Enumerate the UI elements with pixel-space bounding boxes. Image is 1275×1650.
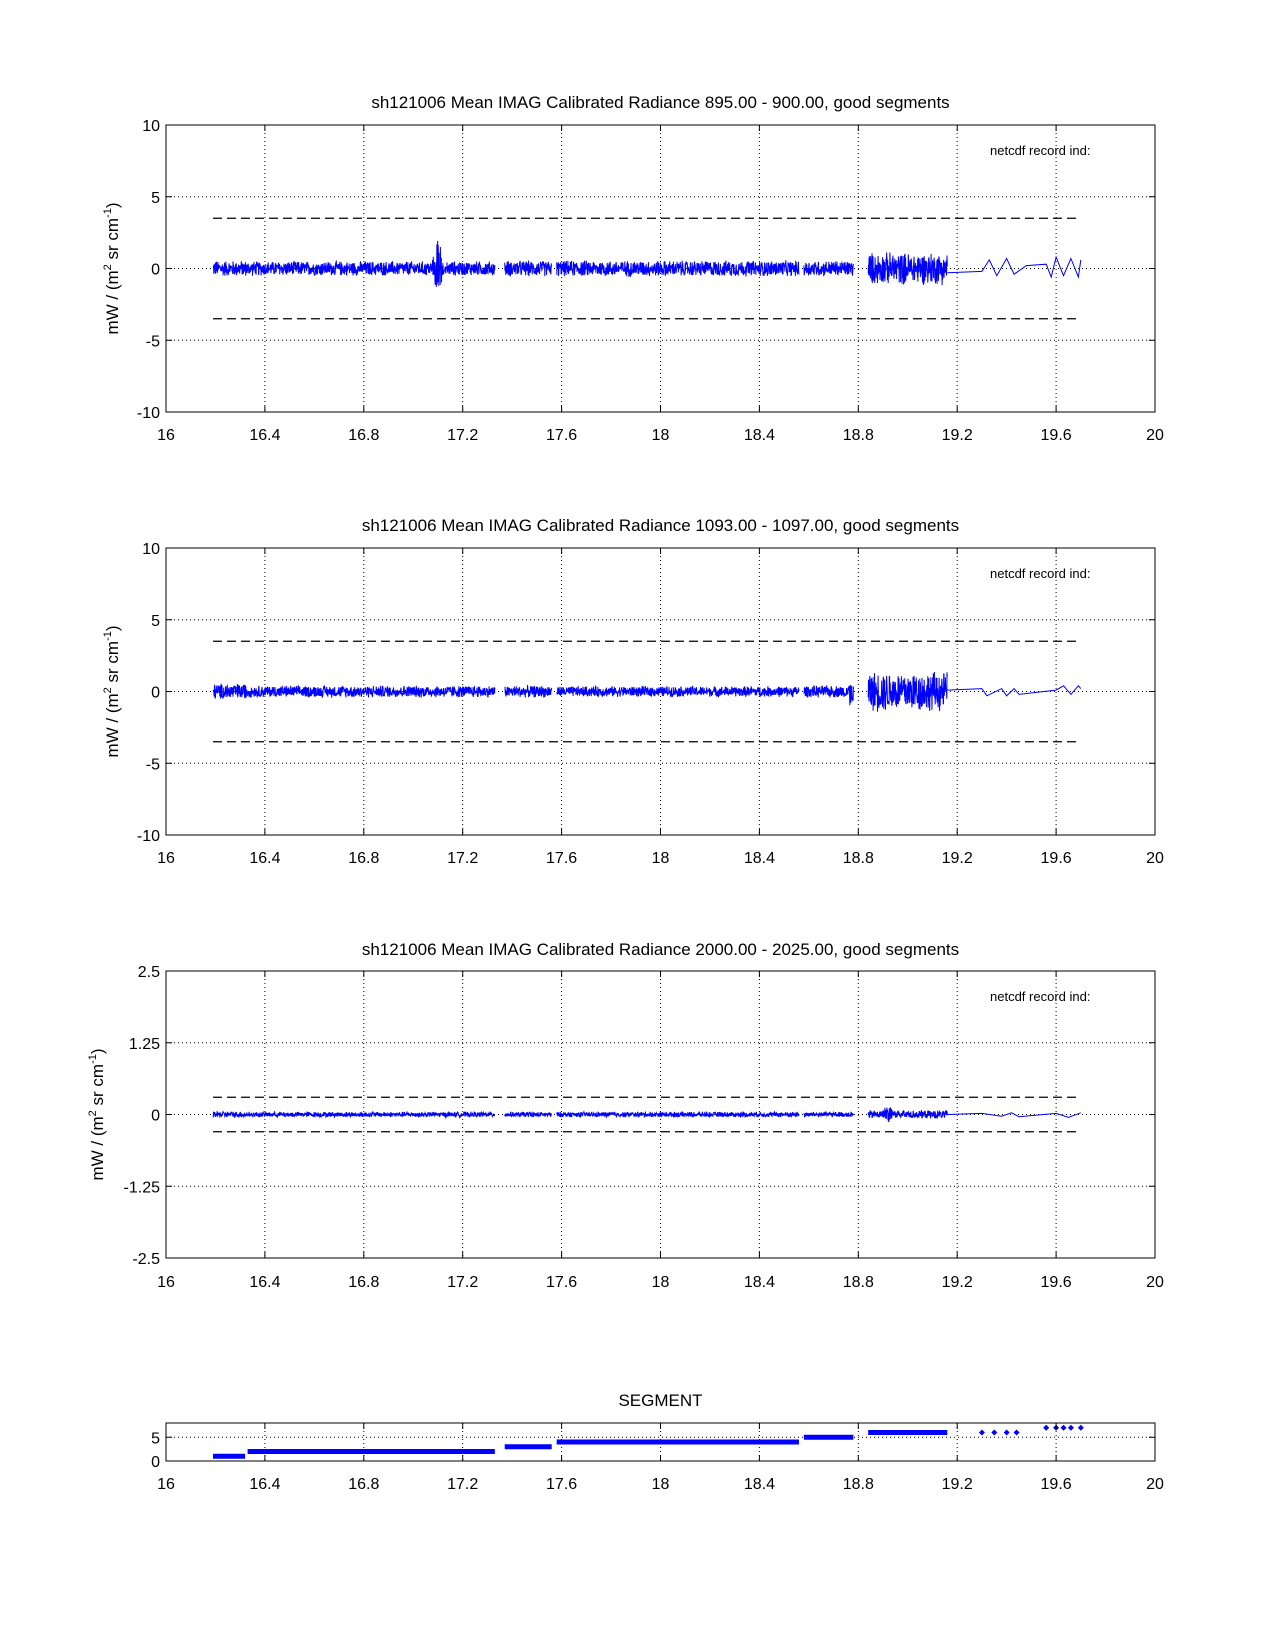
x-tick-label: 19.2 (941, 1476, 973, 1493)
segment-point (1078, 1425, 1084, 1431)
x-tick-label: 16.8 (348, 1274, 380, 1291)
radiance-segment-trace (804, 685, 854, 705)
x-tick-label: 16.8 (348, 850, 380, 867)
y-tick-label: 5 (151, 1430, 160, 1448)
y-tick-label: -1.25 (123, 1179, 160, 1197)
x-tick-label: 18.4 (743, 1274, 775, 1291)
radiance-plot-895-900 (102, 93, 1164, 444)
y-tick-label: 10 (142, 118, 160, 135)
y-axis-label: mW / ($m^2$ sr $cm^{-1}$) (102, 625, 122, 758)
x-tick-label: 18.8 (842, 427, 874, 444)
x-tick-label: 16.4 (249, 850, 281, 867)
x-tick-label: 16 (157, 427, 175, 444)
y-tick-label: 0 (151, 1454, 160, 1471)
x-tick-label: 19.6 (1040, 1274, 1072, 1291)
segment-plot (151, 1391, 1164, 1493)
plot-title: sh121006 Mean IMAG Calibrated Radiance 1093.00 - 1097.00, good segments (361, 516, 960, 535)
y-tick-label: 1.25 (128, 1035, 160, 1053)
radiance-sparse-trace (947, 1113, 1081, 1118)
x-tick-label: 17.6 (546, 850, 578, 867)
x-tick-label: 18 (651, 427, 670, 444)
y-tick-label: 10 (142, 541, 160, 558)
x-tick-label: 17.6 (546, 1476, 578, 1493)
x-tick-label: 18 (651, 1476, 670, 1493)
x-tick-label: 16 (157, 1476, 175, 1493)
radiance-plot-1093-1097 (102, 516, 1164, 867)
y-tick-label: 0 (151, 684, 160, 702)
y-tick-label: 5 (151, 189, 160, 207)
segment-point (1004, 1430, 1010, 1436)
y-axis-label: mW / ($m^2$ sr $cm^{-1}$) (87, 1048, 107, 1181)
segment-point (991, 1430, 997, 1436)
x-tick-label: 19.2 (941, 850, 973, 867)
radiance-segment-trace (505, 1112, 552, 1117)
x-tick-label: 17.2 (447, 1476, 479, 1493)
radiance-segment-trace (557, 1112, 799, 1118)
record-index-annotation: netcdf record ind: (990, 566, 1091, 581)
y-tick-label: -10 (136, 828, 160, 845)
radiance-segment-trace (557, 260, 799, 276)
x-tick-label: 19.6 (1040, 850, 1072, 867)
y-tick-label: -10 (136, 405, 160, 422)
radiance-plot-2000-2025 (87, 940, 1164, 1291)
radiance-segment-trace (505, 685, 552, 698)
x-tick-label: 18 (651, 1274, 670, 1291)
x-tick-label: 17.2 (447, 1274, 479, 1291)
x-tick-label: 19.6 (1040, 1476, 1072, 1493)
x-tick-label: 20 (1146, 1274, 1164, 1291)
x-tick-label: 19.6 (1040, 427, 1072, 444)
plot-title: sh121006 Mean IMAG Calibrated Radiance 895.00 - 900.00, good segments (371, 93, 950, 112)
plot-title: sh121006 Mean IMAG Calibrated Radiance 2000.00 - 2025.00, good segments (361, 940, 960, 959)
x-tick-label: 18.8 (842, 850, 874, 867)
plot-title: SEGMENT (618, 1391, 703, 1410)
radiance-segment-trace (248, 685, 495, 697)
radiance-segment-trace (804, 261, 854, 276)
radiance-segment-trace (804, 1112, 854, 1117)
y-tick-label: 0 (151, 261, 160, 279)
radiance-segment-trace (248, 241, 495, 287)
x-tick-label: 17.2 (447, 427, 479, 444)
x-tick-label: 16.4 (249, 427, 281, 444)
x-tick-label: 20 (1146, 1476, 1164, 1493)
record-index-annotation: netcdf record ind: (990, 143, 1091, 158)
y-tick-label: 0 (151, 1107, 160, 1125)
x-tick-label: 16 (157, 850, 175, 867)
radiance-sparse-trace (947, 686, 1081, 696)
y-tick-label: -5 (145, 333, 160, 351)
segment-point (1043, 1425, 1049, 1431)
radiance-segment-trace (557, 686, 799, 697)
x-tick-label: 18.8 (842, 1476, 874, 1493)
y-axis-label: mW / ($m^2$ sr $cm^{-1}$) (102, 202, 122, 335)
x-tick-label: 17.6 (546, 427, 578, 444)
radiance-segment-trace (248, 1112, 495, 1118)
x-tick-label: 18 (651, 850, 670, 867)
x-tick-label: 16.8 (348, 427, 380, 444)
y-tick-label: -2.5 (132, 1251, 160, 1268)
x-tick-label: 17.2 (447, 850, 479, 867)
x-tick-label: 18.4 (743, 850, 775, 867)
x-tick-label: 18.4 (743, 427, 775, 444)
x-tick-label: 20 (1146, 850, 1164, 867)
radiance-segment-trace (868, 672, 947, 712)
x-tick-label: 16.4 (249, 1274, 281, 1291)
radiance-segment-trace (868, 253, 947, 286)
segment-point (1068, 1425, 1074, 1431)
y-tick-label: 2.5 (137, 964, 160, 981)
radiance-segment-trace (868, 1107, 947, 1121)
segment-point (979, 1430, 985, 1436)
radiance-sparse-trace (947, 257, 1081, 277)
radiance-segment-trace (213, 261, 248, 276)
y-tick-label: 5 (151, 612, 160, 630)
x-tick-label: 16 (157, 1274, 175, 1291)
x-tick-label: 19.2 (941, 1274, 973, 1291)
radiance-segment-trace (505, 261, 552, 277)
x-tick-label: 19.2 (941, 427, 973, 444)
x-tick-label: 17.6 (546, 1274, 578, 1291)
y-tick-label: -5 (145, 756, 160, 774)
x-tick-label: 18.4 (743, 1476, 775, 1493)
segment-point (1014, 1430, 1020, 1436)
record-index-annotation: netcdf record ind: (990, 989, 1091, 1004)
x-tick-label: 20 (1146, 427, 1164, 444)
x-tick-label: 16.8 (348, 1476, 380, 1493)
x-tick-label: 16.4 (249, 1476, 281, 1493)
segment-point (1061, 1425, 1067, 1431)
x-tick-label: 18.8 (842, 1274, 874, 1291)
